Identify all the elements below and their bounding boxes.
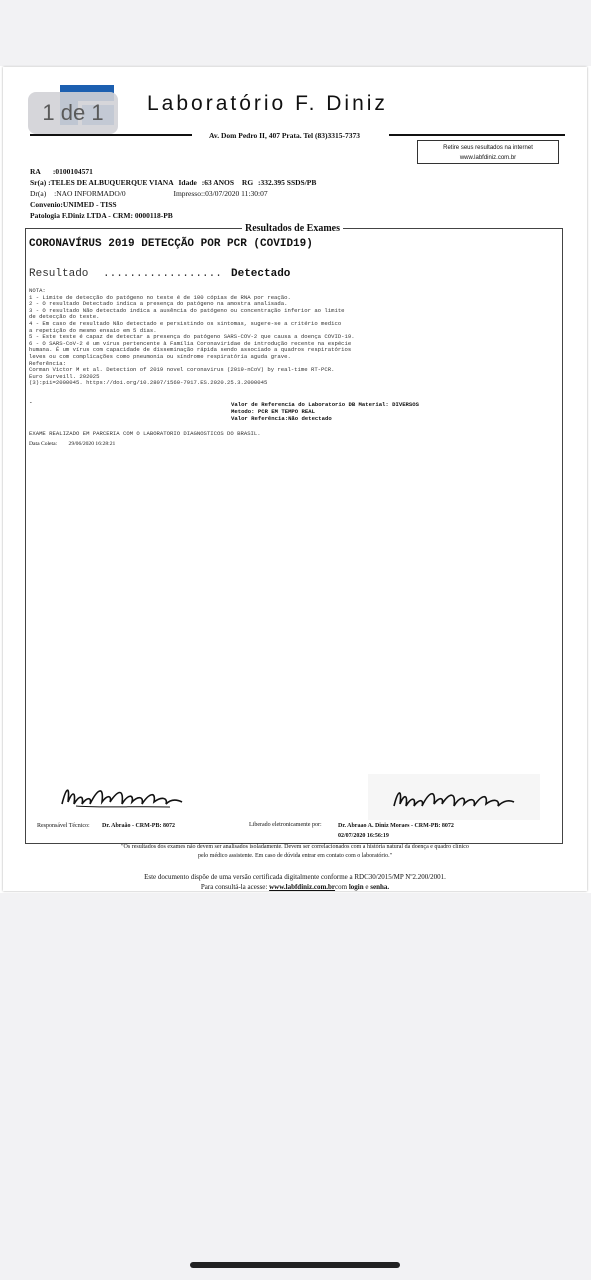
collection-date xyxy=(29,441,125,447)
reference-line: Valor de Referencia do Laboratorio DB Material: DIVERSOS xyxy=(231,401,419,408)
exam-notes xyxy=(29,288,409,387)
online-results-label: Retire seus resultados na internet xyxy=(443,145,533,151)
rg-label: RG xyxy=(241,178,254,187)
reference-values xyxy=(231,401,419,422)
note-line: 3 - O resultado Não detectado indica a ausência do patógeno ou concentração inferior ao limite xyxy=(29,306,345,314)
header-rule-left xyxy=(30,134,192,136)
note-line: 6 - O SARS-CoV-2 é um vírus pertencente à Família Coronaviridae de introdução recente na espécie xyxy=(29,339,352,347)
note-line: de detecção do teste. xyxy=(29,313,100,321)
liberated-label: Liberado eletronicamente por: xyxy=(249,822,322,828)
note-line: Referência: xyxy=(29,359,66,367)
disclaimer-line: "Os resultados dos exames não devem ser analisados isoladamente. Devem ser correlacionados com a história natural da doença e quadro clínico xyxy=(121,844,469,850)
exam-title: CORONAVÍRUS 2019 DETECÇÃO POR PCR (COVID19) xyxy=(29,238,313,250)
idade-label: Idade xyxy=(178,178,197,187)
rg-value: :332.395 SSDS/PB xyxy=(258,178,317,187)
cert-access-line xyxy=(60,882,530,892)
lab-name: Laboratório F. Diniz xyxy=(147,92,388,115)
patient-info xyxy=(30,166,570,221)
cert-e: e xyxy=(365,883,369,891)
cert-senha: senha. xyxy=(370,883,390,891)
note-line: Corman Victor M et al. Detection of 2019 novel coronavirus (2019-nCoV) by real-time RT-PCR. xyxy=(29,366,335,374)
partnership-note: EXAME REALIZADO EM PARCERIA COM O LABORATORIO DIAGNOSTICOS DO BRASIL. xyxy=(29,430,261,437)
page-indicator: 1 de 1 xyxy=(28,92,118,134)
note-line: (3):pii=2000045. https://doi.org/10.2807/1560-7917.ES.2020.25.3.2000045 xyxy=(29,379,268,387)
cert-site-link[interactable]: www.labfdiniz.com.br xyxy=(269,883,336,891)
cert-line: Este documento dispõe de uma versão certificada digitalmente conforme a RDC30/2015/MP Nº2.200/2001. xyxy=(144,873,446,881)
certification-note xyxy=(60,872,530,892)
responsible-label: Responsável Técnico: xyxy=(37,823,90,829)
result-value: Detectado xyxy=(231,268,291,280)
note-line: 4 - Em caso de resultado Não detectado e persistindo os sintomas, sugere-se a critério medico xyxy=(29,319,342,327)
idade-value: :63 ANOS xyxy=(201,178,235,187)
sr-label: Sr(a) xyxy=(30,178,47,187)
patologia: Patologia F.Diniz LTDA - CRM: 0000118-PB xyxy=(30,211,173,220)
patient-row xyxy=(30,177,570,188)
results-disclaimer xyxy=(60,843,530,861)
signature-technical xyxy=(58,778,186,814)
ra-label: RA xyxy=(30,167,41,176)
note-line: humana. É um vírus com capacidade de disseminação rápida sendo associado a quadros respiratórios xyxy=(29,346,352,354)
note-line: NOTA: xyxy=(29,287,46,294)
responsible-name: Dr. Abraão - CRM-PB: 8072 xyxy=(102,823,175,829)
cert-login: login xyxy=(348,883,364,891)
note-line: a repetição do mesmo ensaio em 5 dias. xyxy=(29,326,157,334)
reference-line: Metodo: PCR EM TEMPO REAL xyxy=(231,408,315,415)
result-label: Resultado xyxy=(29,268,89,280)
lab-address: Av. Dom Pedro II, 407 Prata. Tel (83)3315-7373 xyxy=(209,131,360,140)
liberated-name: Dr. Abraao A. Diniz Moraes - CRM-PB: 8072 xyxy=(338,823,454,829)
ra-row xyxy=(30,166,570,177)
results-section-title: Resultados de Exames xyxy=(242,223,343,234)
dr-value: :NAO INFORMADO/0 xyxy=(54,189,126,198)
online-results-box xyxy=(417,140,559,164)
viewer-top-area xyxy=(0,0,591,66)
ra-value: :0100104571 xyxy=(52,167,93,176)
printed-date: Impresso::03/07/2020 11:30:07 xyxy=(173,189,268,198)
liberated-date: 02/07/2020 16:56:19 xyxy=(338,833,389,839)
doctor-row xyxy=(30,188,570,199)
reference-line: Valor Referência:Não detectado xyxy=(231,415,332,422)
note-line: 1 - Limite de detecção do patógeno no teste é de 100 cópias de RNA por reação. xyxy=(29,293,291,301)
header-rule-right xyxy=(389,134,565,136)
note-line: 2 - O resultado Detectado indica a presença do patógeno na amostra analisada. xyxy=(29,300,288,308)
disclaimer-line: pelo médico assistente. Em caso de dúvida entrar em contato com o laboratório." xyxy=(197,853,393,859)
note-line: 5 - Este teste é capaz de detectar a presença do patógeno SARS-COV-2 que causa a doença COVID-19. xyxy=(29,333,355,341)
note-line: Euro Surveill. 202025 xyxy=(29,372,100,380)
online-results-url: www.labfdiniz.com.br xyxy=(459,155,517,161)
sr-value: :TELES DE ALBUQUERQUE VIANA xyxy=(48,178,174,187)
cert-com: com xyxy=(335,883,348,891)
dr-label: Dr(a) xyxy=(30,189,47,198)
collection-date-label: Data Coleta: xyxy=(29,441,58,447)
convenio: Convenio:UNIMED - TISS xyxy=(30,200,117,209)
signature-liberated xyxy=(390,782,518,816)
collection-date-value: 29/06/2020 16:28:21 xyxy=(68,441,116,447)
viewer-bottom-area xyxy=(0,893,591,1280)
home-indicator[interactable] xyxy=(190,1262,400,1268)
result-dots: .................. xyxy=(103,268,222,280)
separator-dash: - xyxy=(29,399,33,406)
note-line: leves ou com complicações como pneumonia ou síndrome respiratória aguda grave. xyxy=(29,352,291,360)
cert-prefix: Para consultá-la acesse: xyxy=(200,883,268,891)
